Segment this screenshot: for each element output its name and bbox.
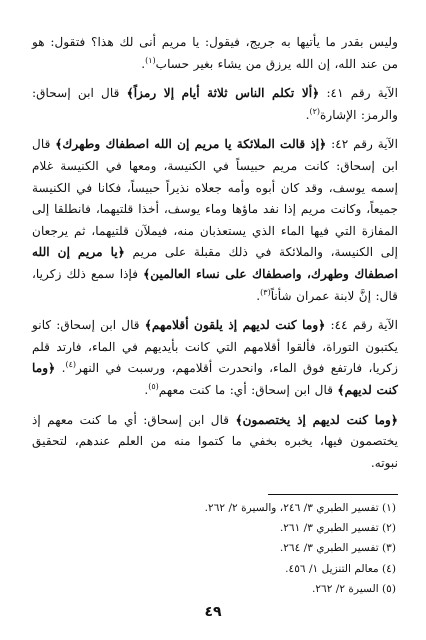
- quran-verse: ﴿وما كنت لديهم﴾: [32, 361, 398, 397]
- page-number: ٤٩: [204, 604, 222, 620]
- paragraph-p3: [32, 134, 398, 307]
- body-text: [32, 32, 398, 474]
- text-run: قال ابن إسحاق: أي ما كنت معهم إذ يختصمون فيها، يخبره بخفي ما كتموا منه من العلم عندهم، لتحقيق نبوته.: [32, 412, 398, 470]
- text-run: فإذا سمع ذلك زكريا، قال: إنَّ لابنة عمران شأناً: [32, 266, 398, 303]
- footnote-separator: [268, 494, 398, 495]
- text-run: .: [256, 288, 261, 303]
- text-run: وليس بقدر ما يأتيها به جريج، فيقول: يا مريم أنى لك هذا؟ فتقول: هو من عند الله، إن الله يرزق من يشاء بغير حساب: [32, 35, 398, 71]
- text-run: .: [305, 107, 310, 122]
- footnote-5: (٥) السيرة ٢/ ٢٦٢.: [311, 582, 396, 595]
- footnote-ref: (٥): [148, 381, 159, 391]
- paragraph-p4: [32, 315, 398, 401]
- footnote-ref: (٤): [65, 360, 76, 370]
- text-run: .: [55, 361, 66, 376]
- paragraph-p2: [32, 83, 398, 126]
- paragraph-p1: [32, 32, 398, 75]
- footnote-3: (٣) تفسير الطبري ٣/ ٢٦٤.: [279, 542, 396, 555]
- text-run: قال ابن إسحاق: كانو يكتبون التوراة، فألقوا أقلامهم التي كانت بأيديهم في الماء، فارتد قلم زكريا، فارتفع فوق الماء، وانحدرت أقلامهم، ورسبت في النهر: [32, 318, 398, 376]
- quran-verse: ﴿إذ قالت الملائكة يا مريم إن الله اصطفاك وطهرك﴾: [55, 137, 327, 152]
- text-run: الآية رقم ٤٤:: [325, 318, 398, 333]
- quran-verse: ﴿وما كنت لديهم إذ يلقون أقلامهم﴾: [144, 318, 326, 333]
- text-run: .: [141, 56, 146, 71]
- footnote-1: (١) تفسير الطبري ٣/ ٢٤٦، والسيرة ٢/ ٢٦٢.: [204, 502, 396, 514]
- text-run: الآية رقم ٤٢:: [326, 137, 398, 152]
- footnote-4: (٤) معالم التنزيل ١/ ٤٥٦.: [285, 562, 396, 575]
- paragraph-p5: [32, 410, 398, 475]
- text-run: قال ابن إسحاق: كانت مريم حبيساً في الكنيسة، ومعها في الكنيسة غلام إسمه يوسف، وقد كان أبوه وأمه جعلاه نذيراً حبيساً، فكانا في الكنيسة جميعاً، وكانت مريم إذا نفد ماؤها وماء يوسف، أخذا قلتيهما، فانطلقا إلى المفازة التي فيها الماء الذي يستعذبان منه، فيملآن قلتيهما، ثم يرجعان إلى الكنيسة، والملائكة في ذلك مقبلة على مريم: [32, 137, 398, 260]
- quran-verse: ﴿وما كنت لديهم إذ يختصمون﴾: [235, 412, 398, 427]
- text-run: .: [144, 382, 149, 397]
- text-run: قال ابن إسحاق: والرمز: الإشارة: [32, 86, 398, 122]
- quran-verse: ﴿يا مريم إن الله اصطفاك وطهرك، واصطفاك على نساء العالمين﴾: [32, 245, 398, 281]
- quran-verse: ﴿ألا تكلم الناس ثلاثة أيام إلا رمزاً﴾: [126, 86, 320, 101]
- text-run: الآية رقم ٤١:: [319, 86, 398, 101]
- footnote-2: (٢) تفسير الطبري ٣/ ٢٦١.: [279, 522, 396, 535]
- footnote-ref: (١): [145, 55, 156, 65]
- text-run: قال ابن إسحاق: أي: ما كنت معهم: [158, 382, 338, 397]
- footnote-ref: (٣): [260, 287, 271, 297]
- footnote-ref: (٢): [309, 106, 321, 116]
- footnotes: [32, 498, 396, 599]
